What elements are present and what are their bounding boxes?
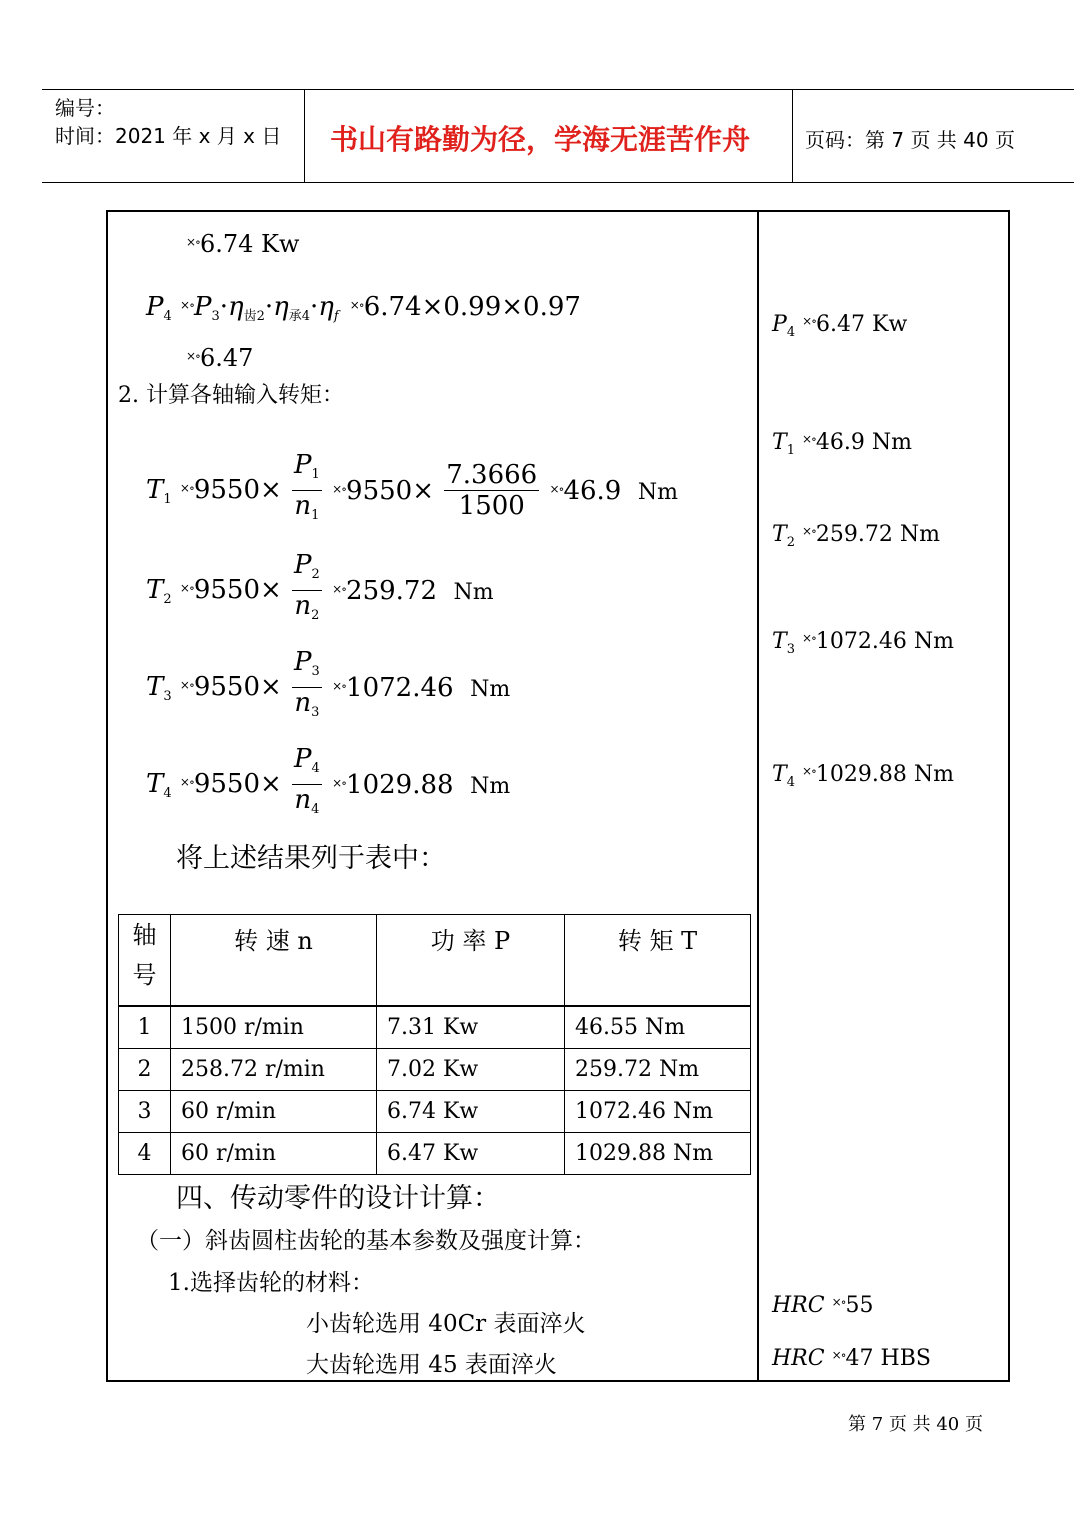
header-divider-1: [304, 89, 305, 183]
table-header-row: [119, 915, 751, 1007]
header-motto: 书山有路勤为径，学海无涯苦作舟: [330, 123, 751, 156]
header-time-label: 时间：2021 年 x 月 x 日: [55, 124, 282, 148]
cell-torque: 1029.88 Nm: [565, 1133, 751, 1175]
power-line-1: ×∘6.74 Kw: [186, 230, 300, 258]
header-number-label: 编号：: [55, 96, 115, 120]
right-hrc-small: HRC ×∘55: [772, 1293, 874, 1318]
item-1-title: 1.选择齿轮的材料：: [168, 1270, 374, 1296]
cell-axis: 2: [119, 1049, 171, 1091]
header-bottom-rule: [42, 182, 1074, 183]
table-row: [119, 1006, 751, 1049]
cell-torque: 259.72 Nm: [565, 1049, 751, 1091]
table-row: [119, 1091, 751, 1133]
cell-torque: 1072.46 Nm: [565, 1091, 751, 1133]
cell-power: 7.31 Kw: [377, 1006, 565, 1049]
cell-speed: 60 r/min: [171, 1091, 377, 1133]
cell-speed: 1500 r/min: [171, 1006, 377, 1049]
small-gear-material: 小齿轮选用 40Cr 表面淬火: [306, 1311, 586, 1337]
header-divider-2: [792, 89, 793, 183]
t3-formula: $T_3$ ×∘9550× $\frac{P_3}{n_3}$ ×∘1072.46 Nm: [146, 647, 511, 720]
right-hrc-big: HRC ×∘47 HBS: [772, 1346, 931, 1371]
t1-numerator: 7.3666: [446, 460, 538, 490]
cell-axis: 3: [119, 1091, 171, 1133]
cell-power: 7.02 Kw: [377, 1049, 565, 1091]
section-2-title: 2. 计算各轴输入转矩：: [118, 383, 344, 408]
t1-formula: $T_1$ ×∘9550× $\frac{P_1}{n_1}$ ×∘9550× $\frac{7.3666}{1500}$ ×∘46.9 Nm: [146, 450, 678, 523]
big-gear-material: 大齿轮选用 45 表面淬火: [306, 1352, 557, 1378]
cell-speed: 258.72 r/min: [171, 1049, 377, 1091]
p4-formula: $P_4$ $^{\times\circ}P_3\cdot\eta_{齿2}\cdot\eta_{承4}\cdot\eta_f$ ×∘6.74×0.99×0.97: [146, 292, 581, 324]
header-top-rule: [42, 89, 1074, 90]
column-divider: [757, 211, 759, 1381]
right-t2: $T_2$ ×∘259.72 Nm: [772, 522, 940, 550]
right-t3: $T_3$ ×∘1072.46 Nm: [772, 629, 954, 657]
cell-axis: 1: [119, 1006, 171, 1049]
footer-page-number: 第 7 页 共 40 页: [848, 1414, 983, 1435]
table-row: [119, 1133, 751, 1175]
header-axis: 轴号: [119, 915, 171, 1007]
cell-axis: 4: [119, 1133, 171, 1175]
t2-formula: $T_2$ ×∘9550× $\frac{P_2}{n_2}$ ×∘259.72 Nm: [146, 550, 494, 623]
header-power: 功 率 P: [377, 915, 565, 1007]
subsection-1-title: （一）斜齿圆柱齿轮的基本参数及强度计算：: [136, 1228, 596, 1254]
power-line-3: ×∘6.47: [186, 344, 254, 372]
t1-denominator: 1500: [458, 491, 525, 521]
results-table: [118, 914, 751, 1175]
cell-speed: 60 r/min: [171, 1133, 377, 1175]
t4-formula: $T_4$ ×∘9550× $\frac{P_4}{n_4}$ ×∘1029.88 Nm: [146, 744, 511, 817]
right-p4: $P_4$ ×∘6.47 Kw: [772, 312, 908, 340]
cell-power: 6.74 Kw: [377, 1091, 565, 1133]
table-row: [119, 1049, 751, 1091]
header-page-info: 页码：第 7 页 共 40 页: [805, 128, 1015, 152]
right-t4: $T_4$ ×∘1029.88 Nm: [772, 762, 954, 790]
cell-power: 6.47 Kw: [377, 1133, 565, 1175]
header-torque: 转 矩 T: [565, 915, 751, 1007]
header-speed: 转 速 n: [171, 915, 377, 1007]
right-t1: $T_1$ ×∘46.9 Nm: [772, 430, 912, 458]
table-intro: 将上述结果列于表中：: [176, 843, 446, 874]
section-4-title: 四、传动零件的设计计算：: [176, 1183, 500, 1214]
cell-torque: 46.55 Nm: [565, 1006, 751, 1049]
